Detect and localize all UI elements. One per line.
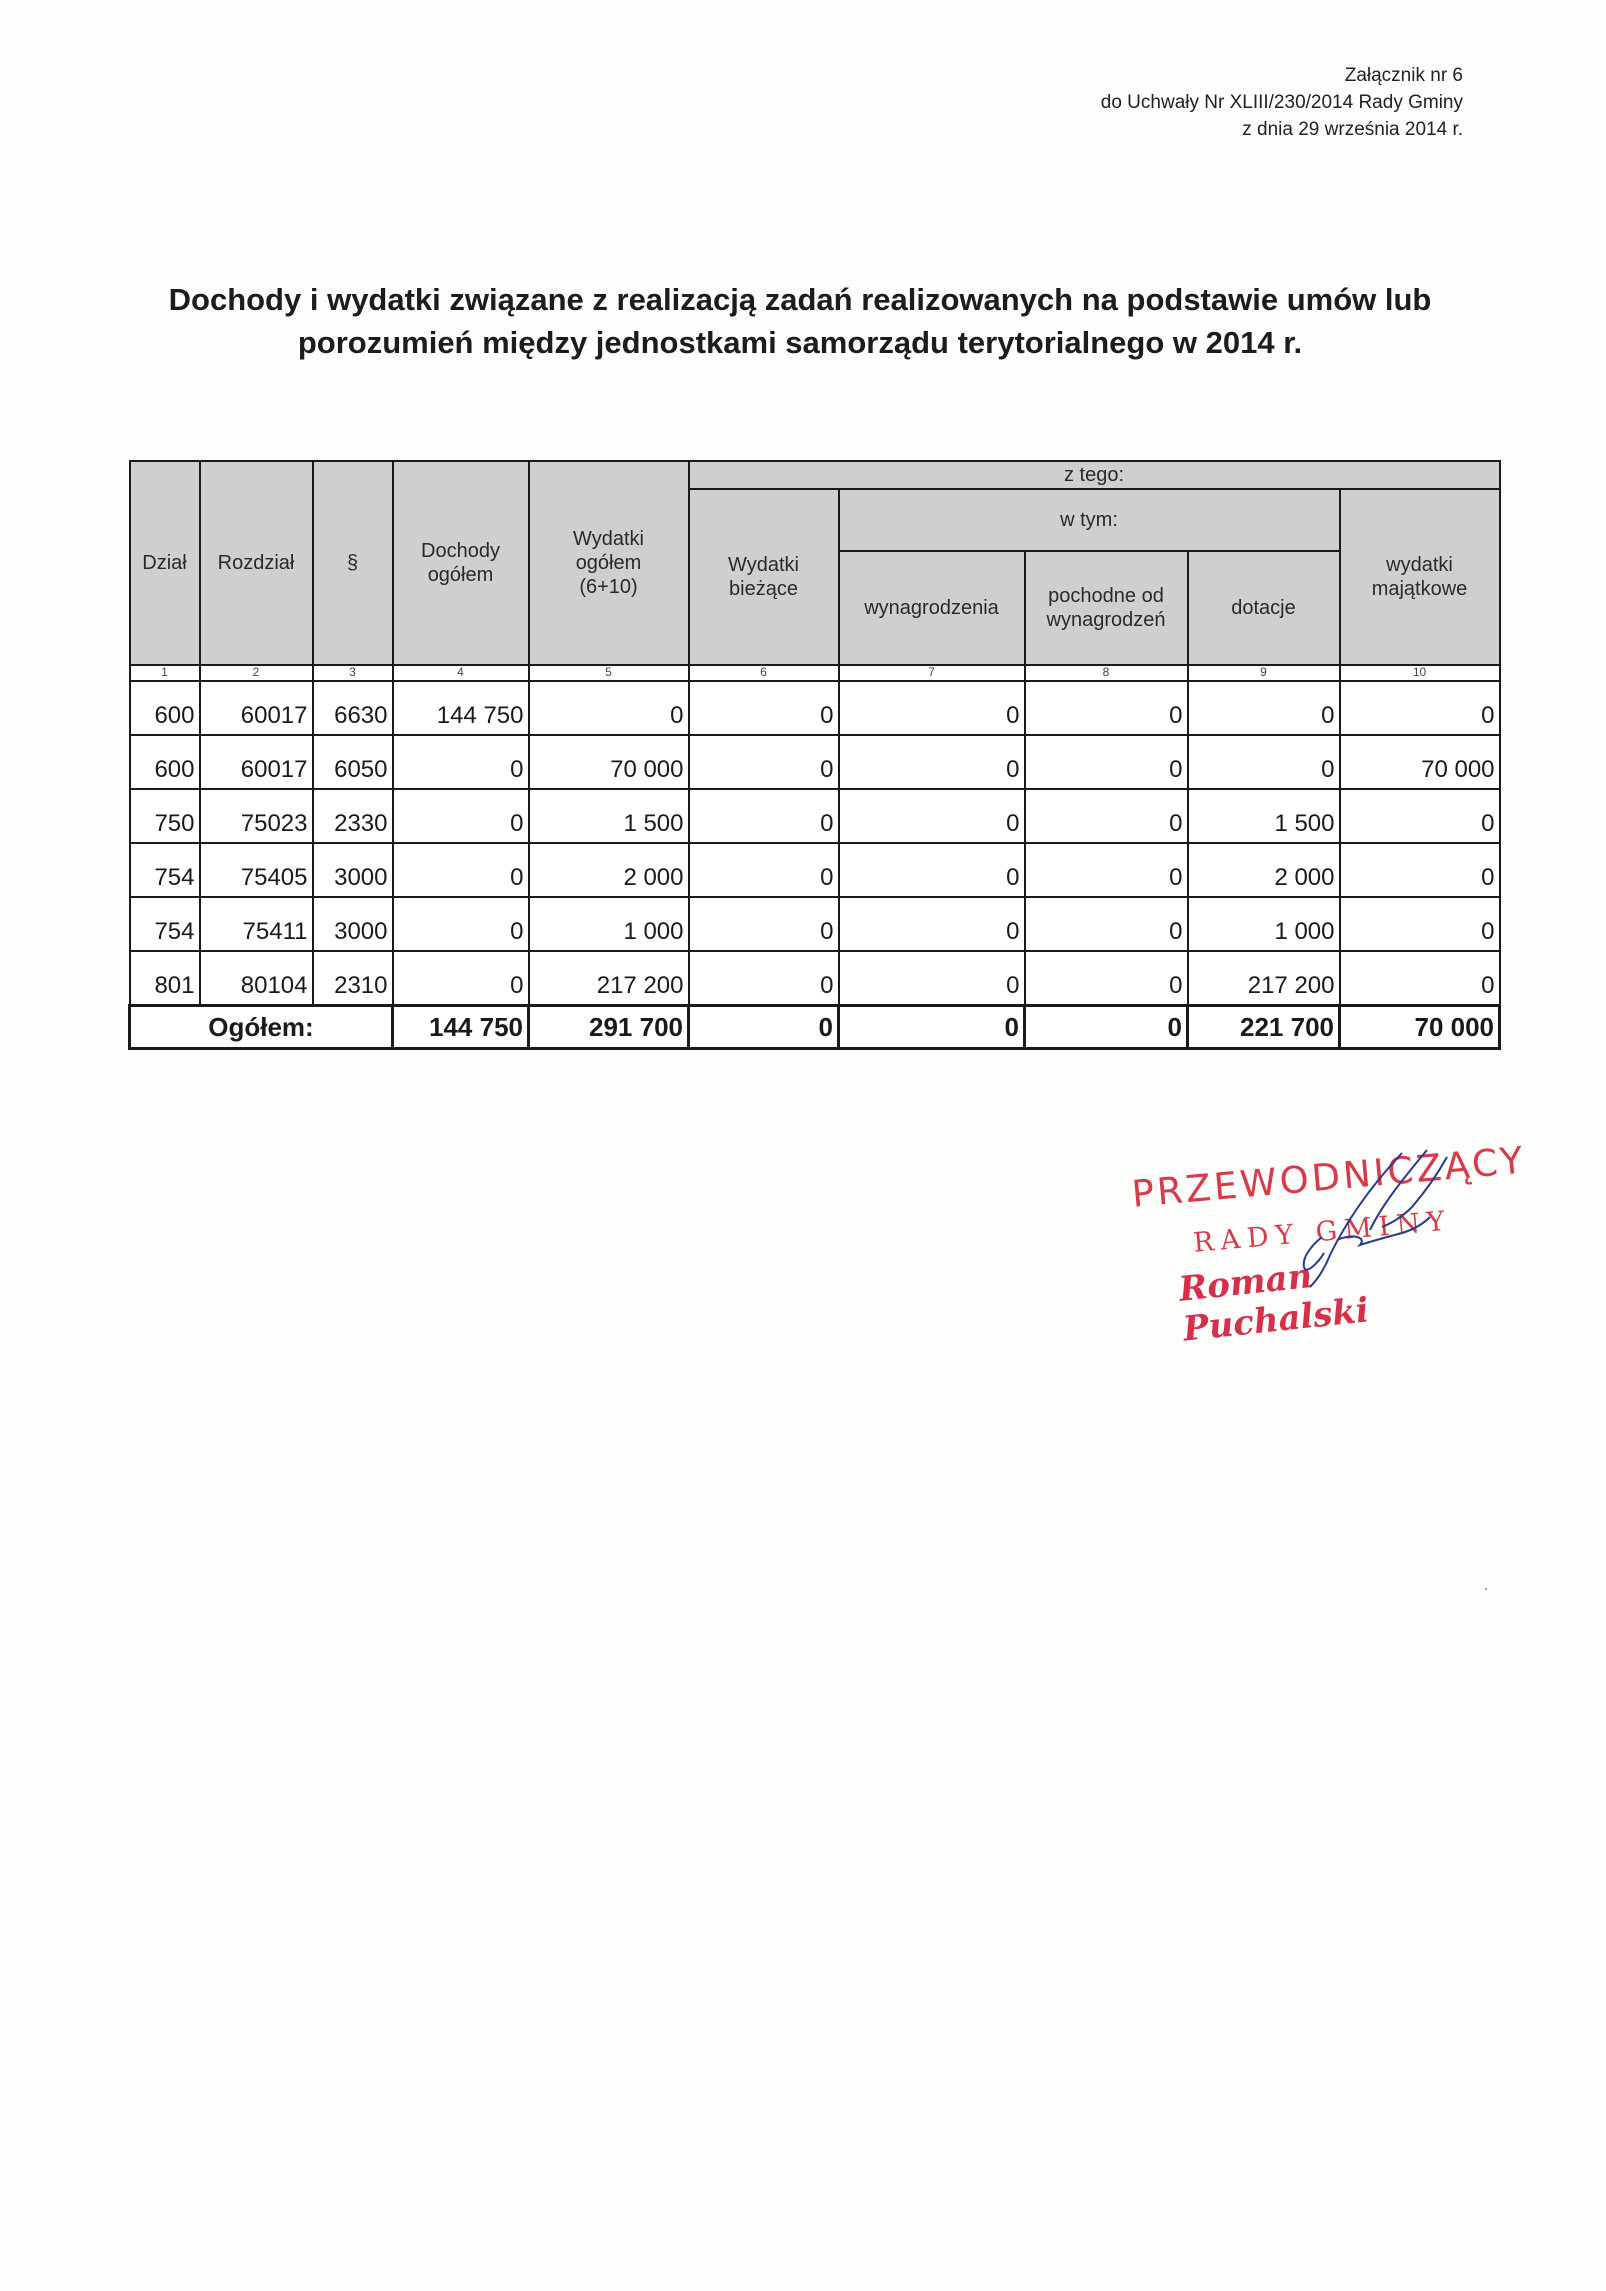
- cell-dochody: 0: [393, 843, 529, 897]
- header-wynagrodzenia: wynagrodzenia: [839, 551, 1025, 665]
- total-wydatki-biezace: 0: [689, 1006, 839, 1049]
- cell-wydatki-biezace: 0: [689, 897, 839, 951]
- cell-pochodne: 0: [1025, 789, 1188, 843]
- cell-wydatki-ogolem: 1 500: [529, 789, 689, 843]
- cell-dzial: 600: [130, 681, 200, 735]
- column-number: 4: [393, 665, 529, 681]
- cell-rozdzial: 60017: [200, 681, 313, 735]
- header-pochodne: pochodne od wynagrodzeń: [1025, 551, 1188, 665]
- cell-dzial: 754: [130, 897, 200, 951]
- header-wydatki-biezace: Wydatki bieżące: [689, 489, 839, 665]
- header-wydatki-majatkowe: wydatki majątkowe: [1340, 489, 1500, 665]
- header-w-tym: w tym:: [839, 489, 1340, 551]
- cell-wydatki-ogolem: 2 000: [529, 843, 689, 897]
- cell-dotacje: 1 500: [1188, 789, 1340, 843]
- total-dochody: 144 750: [393, 1006, 529, 1049]
- header-wydatki-ogolem: Wydatki ogółem (6+10): [529, 461, 689, 665]
- cell-dotacje: 0: [1188, 681, 1340, 735]
- cell-majatkowe: 0: [1340, 843, 1500, 897]
- cell-wynagrodzenia: 0: [839, 897, 1025, 951]
- stamp-title: PRZEWODNICZĄCY: [1130, 1138, 1528, 1216]
- cell-paragraf: 6630: [313, 681, 393, 735]
- cell-wydatki-biezace: 0: [689, 843, 839, 897]
- cell-majatkowe: 0: [1340, 897, 1500, 951]
- cell-dochody: 0: [393, 897, 529, 951]
- table-row: [130, 681, 1500, 735]
- cell-dochody: 144 750: [393, 681, 529, 735]
- cell-pochodne: 0: [1025, 897, 1188, 951]
- column-number: 1: [130, 665, 200, 681]
- title-line-1: Dochody i wydatki związane z realizacją zadań realizowanych na podstawie umów lub: [168, 282, 1432, 317]
- cell-paragraf: 3000: [313, 843, 393, 897]
- title-line-2: porozumień między jednostkami samorządu terytorialnego w 2014 r.: [297, 325, 1303, 360]
- cell-paragraf: 6050: [313, 735, 393, 789]
- cell-dzial: 801: [130, 951, 200, 1006]
- cell-pochodne: 0: [1025, 951, 1188, 1006]
- header-dochody-ogolem: Dochody ogółem: [393, 461, 529, 665]
- table-row: [130, 789, 1500, 843]
- cell-rozdzial: 75023: [200, 789, 313, 843]
- cell-dotacje: 217 200: [1188, 951, 1340, 1006]
- stamp-name: Roman Puchalski: [1177, 1256, 1371, 1350]
- cell-wydatki-ogolem: 217 200: [529, 951, 689, 1006]
- cell-wydatki-biezace: 0: [689, 789, 839, 843]
- annex-number: Załącznik nr 6: [1344, 65, 1463, 86]
- cell-majatkowe: 0: [1340, 681, 1500, 735]
- cell-dotacje: 0: [1188, 735, 1340, 789]
- annex-resolution: do Uchwały Nr XLIII/230/2014 Rady Gminy: [1100, 92, 1463, 113]
- cell-dochody: 0: [393, 789, 529, 843]
- cell-dotacje: 2 000: [1188, 843, 1340, 897]
- total-label: Ogółem:: [130, 1006, 393, 1049]
- cell-dzial: 754: [130, 843, 200, 897]
- column-number: 8: [1025, 665, 1188, 681]
- cell-wydatki-ogolem: 1 000: [529, 897, 689, 951]
- cell-majatkowe: 0: [1340, 951, 1500, 1006]
- table-row: [130, 843, 1500, 897]
- cell-rozdzial: 60017: [200, 735, 313, 789]
- column-number: 10: [1340, 665, 1500, 681]
- header-dotacje: dotacje: [1188, 551, 1340, 665]
- cell-pochodne: 0: [1025, 735, 1188, 789]
- stamp-council: RADY GMINY: [1192, 1205, 1453, 1259]
- cell-paragraf: 2330: [313, 789, 393, 843]
- cell-wynagrodzenia: 0: [839, 951, 1025, 1006]
- annex-reference: [1101, 62, 1463, 143]
- chairman-stamp: [1122, 1135, 1528, 1350]
- column-number: 5: [529, 665, 689, 681]
- total-majatkowe: 70 000: [1340, 1006, 1500, 1049]
- header-paragraf: §: [313, 461, 393, 665]
- total-wynagrodzenia: 0: [839, 1006, 1025, 1049]
- cell-rozdzial: 75411: [200, 897, 313, 951]
- column-number: 7: [839, 665, 1025, 681]
- cell-paragraf: 2310: [313, 951, 393, 1006]
- table-row: [130, 897, 1500, 951]
- total-pochodne: 0: [1025, 1006, 1188, 1049]
- cell-wydatki-biezace: 0: [689, 681, 839, 735]
- cell-wydatki-ogolem: 0: [529, 681, 689, 735]
- cell-wydatki-ogolem: 70 000: [529, 735, 689, 789]
- annex-date: z dnia 29 września 2014 r.: [1242, 119, 1463, 140]
- table-row: [130, 735, 1500, 789]
- cell-rozdzial: 80104: [200, 951, 313, 1006]
- table-row: [130, 951, 1500, 1006]
- cell-dzial: 600: [130, 735, 200, 789]
- cell-majatkowe: 70 000: [1340, 735, 1500, 789]
- cell-pochodne: 0: [1025, 681, 1188, 735]
- column-number: 6: [689, 665, 839, 681]
- cell-wynagrodzenia: 0: [839, 681, 1025, 735]
- scan-speck: [1485, 1588, 1487, 1590]
- cell-wynagrodzenia: 0: [839, 789, 1025, 843]
- header-z-tego: z tego:: [689, 461, 1500, 489]
- document-title: [120, 278, 1480, 364]
- cell-dotacje: 1 000: [1188, 897, 1340, 951]
- column-number: 2: [200, 665, 313, 681]
- cell-rozdzial: 75405: [200, 843, 313, 897]
- cell-dzial: 750: [130, 789, 200, 843]
- column-number: 9: [1188, 665, 1340, 681]
- cell-wydatki-biezace: 0: [689, 951, 839, 1006]
- cell-wynagrodzenia: 0: [839, 843, 1025, 897]
- cell-pochodne: 0: [1025, 843, 1188, 897]
- cell-wydatki-biezace: 0: [689, 735, 839, 789]
- budget-table: [128, 460, 1501, 1050]
- cell-majatkowe: 0: [1340, 789, 1500, 843]
- cell-dochody: 0: [393, 735, 529, 789]
- cell-paragraf: 3000: [313, 897, 393, 951]
- cell-wynagrodzenia: 0: [839, 735, 1025, 789]
- column-number: 3: [313, 665, 393, 681]
- total-row: [130, 1006, 1500, 1049]
- signature-icon: [1252, 1145, 1462, 1295]
- header-rozdzial: Rozdział: [200, 461, 313, 665]
- total-dotacje: 221 700: [1188, 1006, 1340, 1049]
- total-wydatki-ogolem: 291 700: [529, 1006, 689, 1049]
- cell-dochody: 0: [393, 951, 529, 1006]
- header-dzial: Dział: [130, 461, 200, 665]
